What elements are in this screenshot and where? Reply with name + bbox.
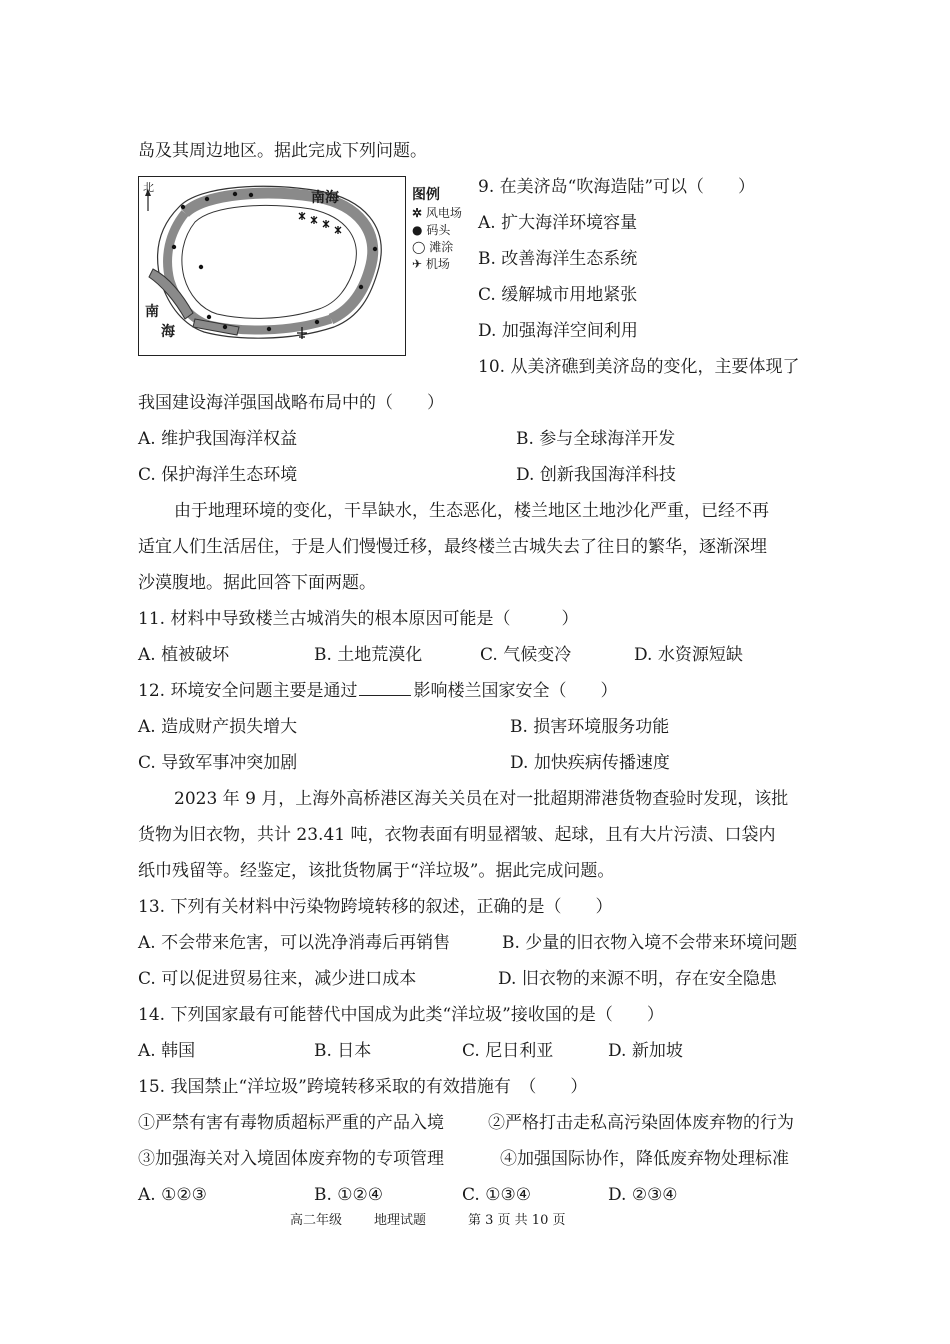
q9-option-d: D. 加强海洋空间利用 bbox=[478, 321, 638, 341]
legend-title: 图例 bbox=[412, 187, 440, 203]
q12-option-b: B. 损害环境服务功能 bbox=[510, 717, 670, 737]
q10-option-d: D. 创新我国海洋科技 bbox=[516, 465, 676, 485]
tidal-flat-icon: ◯ bbox=[412, 240, 426, 254]
q11-option-d: D. 水资源短缺 bbox=[634, 645, 743, 665]
legend-item bbox=[412, 205, 472, 222]
footer-page: 第 3 页 共 10 页 bbox=[468, 1213, 566, 1228]
q15-item-1: ①严禁有害有毒物质超标严重的产品入境 bbox=[138, 1113, 444, 1133]
q10-stem-1: 10. 从美济礁到美济岛的变化，主要体现了 bbox=[478, 357, 800, 377]
q15-option-c: C. ①③④ bbox=[462, 1185, 531, 1205]
q12-stem-after: 影响楼兰国家安全（ ） bbox=[413, 681, 618, 701]
legend-item bbox=[412, 222, 472, 239]
q12-option-a: A. 造成财产损失增大 bbox=[138, 717, 298, 737]
passage2-line-3: 沙漠腹地。据此回答下面两题。 bbox=[138, 573, 376, 593]
sea-label-left-2: 海 bbox=[161, 324, 175, 340]
footer-subject: 地理试题 bbox=[374, 1213, 427, 1228]
q15-stem: 15. 我国禁止“洋垃圾”跨境转移采取的有效措施有 （ ） bbox=[138, 1077, 588, 1097]
q10-stem-2: 我国建设海洋强国战略布局中的（ ） bbox=[138, 393, 444, 413]
q9-option-c: C. 缓解城市用地紧张 bbox=[478, 285, 638, 305]
wharf-dot-icon: ● bbox=[412, 223, 423, 237]
passage3-line-1: 2023 年 9 月，上海外高桥港区海关关员在对一批超期滞港货物查验时发现，该批 bbox=[174, 789, 789, 809]
q12-blank bbox=[359, 680, 411, 696]
wind-farm-icon: ✲ bbox=[412, 206, 423, 220]
q11-option-b: B. 土地荒漠化 bbox=[314, 645, 423, 665]
q10-option-c: C. 保护海洋生态环境 bbox=[138, 465, 298, 485]
q15-option-b: B. ①②④ bbox=[314, 1185, 384, 1205]
q12-stem bbox=[138, 680, 617, 702]
q10-option-b: B. 参与全球海洋开发 bbox=[516, 429, 676, 449]
map-drawing bbox=[139, 177, 404, 354]
footer-grade: 高二年级 bbox=[290, 1213, 343, 1228]
passage2-line-2: 适宜人们生活居住，于是人们慢慢迁移，最终楼兰古城失去了往日的繁华，逐渐深埋 bbox=[138, 537, 767, 557]
q14-option-b: B. 日本 bbox=[314, 1041, 372, 1061]
legend-item bbox=[412, 256, 472, 273]
intro-tail: 岛及其周边地区。据此完成下列问题。 bbox=[138, 141, 427, 161]
legend-label: 码头 bbox=[426, 223, 451, 237]
legend-label: 机场 bbox=[425, 257, 450, 271]
q14-option-a: A. 韩国 bbox=[138, 1041, 196, 1061]
q15-item-2: ②严格打击走私高污染固体废弃物的行为 bbox=[488, 1113, 794, 1133]
q13-option-b: B. 少量的旧衣物入境不会带来环境问题 bbox=[502, 933, 798, 953]
sea-label-left-1: 南 bbox=[145, 304, 159, 320]
q13-option-d: D. 旧衣物的来源不明，存在安全隐患 bbox=[498, 969, 777, 989]
q15-option-a: A. ①②③ bbox=[138, 1185, 207, 1205]
q11-option-a: A. 植被破坏 bbox=[138, 645, 230, 665]
legend-label: 滩涂 bbox=[429, 240, 454, 254]
q13-option-c: C. 可以促进贸易往来，减少进口成本 bbox=[138, 969, 417, 989]
q9-option-a: A. 扩大海洋环境容量 bbox=[478, 213, 638, 233]
q14-option-c: C. 尼日利亚 bbox=[462, 1041, 554, 1061]
q12-option-d: D. 加快疾病传播速度 bbox=[510, 753, 670, 773]
q10-option-a: A. 维护我国海洋权益 bbox=[138, 429, 298, 449]
airport-icon: ✈ bbox=[412, 257, 423, 271]
q14-option-d: D. 新加坡 bbox=[608, 1041, 683, 1061]
lagoon bbox=[182, 205, 356, 318]
legend-item bbox=[412, 239, 472, 256]
meiji-island-map bbox=[138, 176, 406, 356]
q15-item-4: ④加强国际协作，降低废弃物处理标准 bbox=[500, 1149, 789, 1169]
q9-option-b: B. 改善海洋生态系统 bbox=[478, 249, 638, 269]
passage3-line-3: 纸巾残留等。经鉴定，该批货物属于“洋垃圾”。据此完成问题。 bbox=[138, 861, 615, 881]
q14-stem: 14. 下列国家最有可能替代中国成为此类“洋垃圾”接收国的是（ ） bbox=[138, 1005, 664, 1025]
sea-label-top: 南海 bbox=[311, 190, 339, 206]
q13-option-a: A. 不会带来危害，可以洗净消毒后再销售 bbox=[138, 933, 451, 953]
q15-option-d: D. ②③④ bbox=[608, 1185, 678, 1205]
north-label: 北 bbox=[143, 181, 154, 194]
q12-option-c: C. 导致军事冲突加剧 bbox=[138, 753, 298, 773]
map-legend bbox=[412, 186, 472, 273]
q12-stem-before: 12. 环境安全问题主要是通过 bbox=[138, 681, 358, 701]
passage3-line-2: 货物为旧衣物，共计 23.41 吨，衣物表面有明显褶皱、起球，且有大片污渍、口袋内 bbox=[138, 825, 776, 845]
q9-stem: 9. 在美济岛“吹海造陆”可以（ ） bbox=[478, 177, 756, 197]
legend-label: 风电场 bbox=[425, 206, 462, 220]
q11-option-c: C. 气候变冷 bbox=[480, 645, 572, 665]
q15-item-3: ③加强海关对入境固体废弃物的专项管理 bbox=[138, 1149, 444, 1169]
q11-stem: 11. 材料中导致楼兰古城消失的根本原因可能是（ ） bbox=[138, 609, 579, 629]
q13-stem: 13. 下列有关材料中污染物跨境转移的叙述，正确的是（ ） bbox=[138, 897, 613, 917]
passage2-line-1: 由于地理环境的变化，干旱缺水，生态恶化，楼兰地区土地沙化严重，已经不再 bbox=[174, 501, 769, 521]
